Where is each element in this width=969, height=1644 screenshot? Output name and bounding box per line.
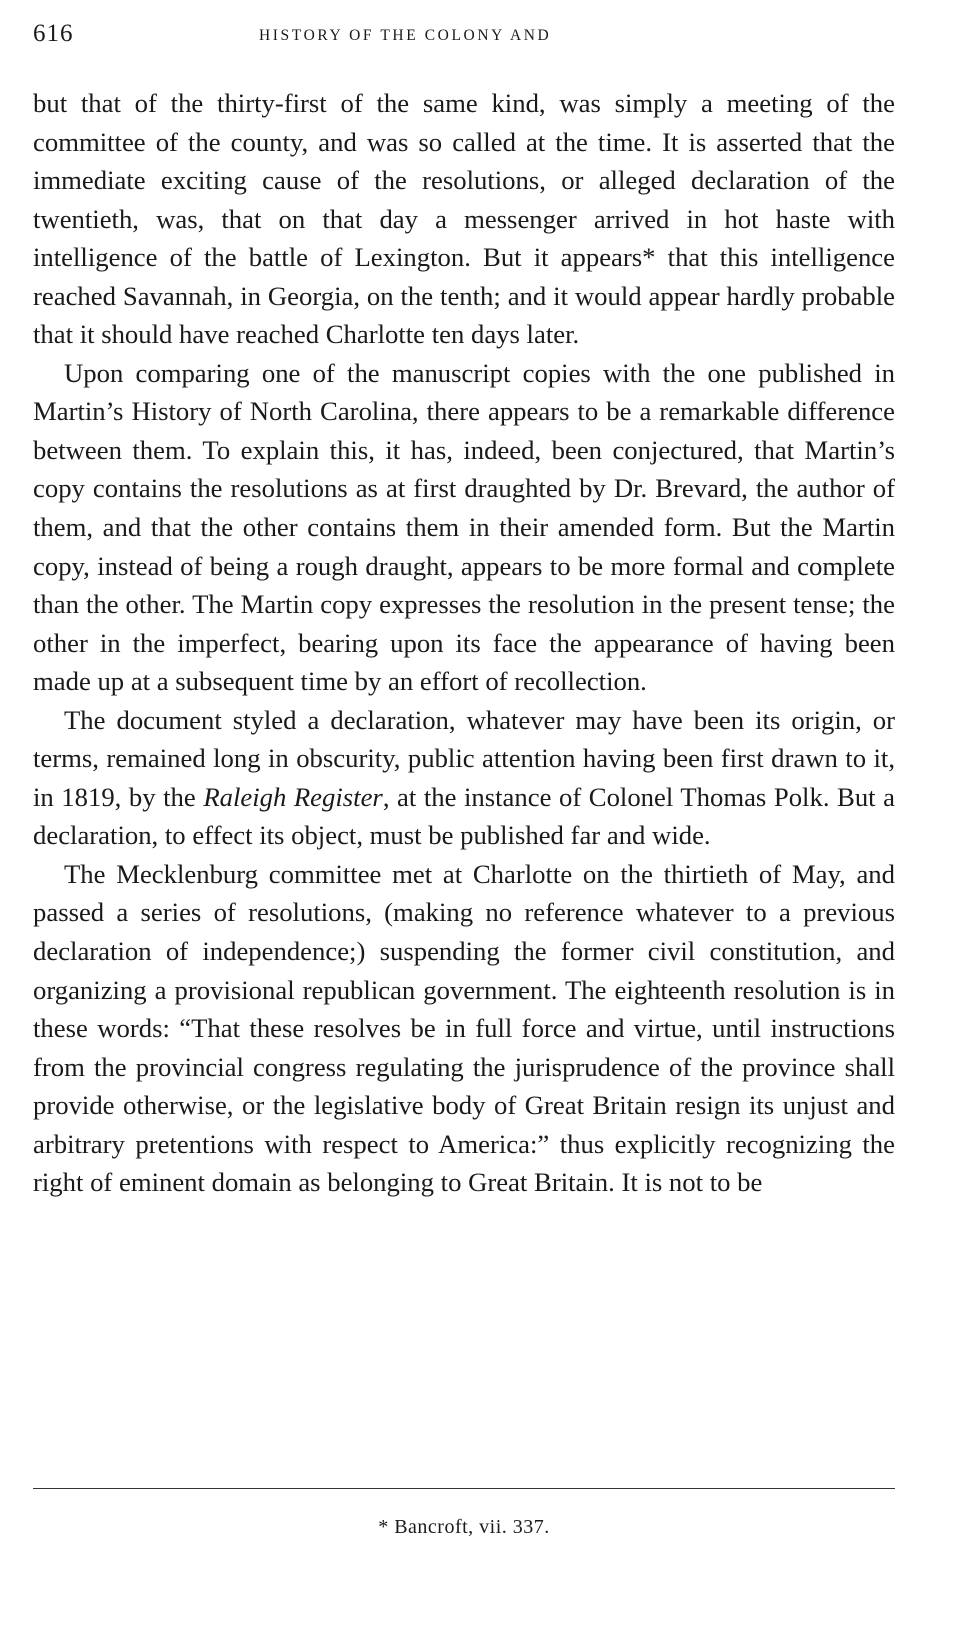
paragraph-1: but that of the thirty-first of the same kind, was simply a meeting of the committee of the county, and was so called at the time. It is asserted that the immediate exciting cause of the resolutions, or alleged declaration of the twentieth, was, that on that day a messenger arrived in hot haste with intelligence of the battle of Lexington. But it appears* that this intelligence reached Savannah, in Georgia, on the tenth; and it would appear hardly probable that it should have reached Charlotte ten days later. <box>33 88 895 350</box>
footnote-rule <box>33 1488 895 1489</box>
book-page <box>33 0 895 1644</box>
body-text <box>33 84 895 1202</box>
paragraph-4: The Mecklenburg committee met at Charlotte on the thirtieth of May, and passed a series of resolutions, (making no reference whatever to a previous declaration of independence;) suspending the former civil constitution, and organizing a provisional republican government. The eighteenth resolution is in these words: “That these resolves be in full force and virtue, until instructions from the provincial congress regulating the jurisprudence of the province shall provide otherwise, or the legislative body of Great Britain resign its unjust and arbitrary pretentions with respect to America:” thus explicitly recognizing the right of eminent domain as belonging to Great Britain. It is not to be <box>33 858 895 1198</box>
paragraph-3-text-end: , at the instance of Colonel Thomas Polk. But a declaration, to effect its object, must be published far and wide. <box>33 781 895 851</box>
running-head <box>33 20 895 54</box>
paragraph-2: Upon comparing one of the manuscript copies with the one published in Martin’s History of North Carolina, there appears to be a remarkable difference between them. To explain this, it has, indeed, been conjectured, that Martin’s copy contains the resolutions as at first draughted by Dr. Brevard, the author of them, and that the other contains them in their amended form. But the Martin copy, instead of being a rough draught, appears to be more formal and complete than the other. The Martin copy expresses the resolution in the present tense; the other in the imperfect, bearing upon its face the appearance of having been made up at a subsequent time by an effort of recollection. <box>33 357 895 697</box>
paragraph-3 <box>33 701 895 855</box>
footnote: * Bancroft, vii. 337. <box>378 1516 550 1538</box>
running-title: HISTORY OF THE COLONY AND <box>259 27 552 44</box>
paragraph-3-text-start: The document styled a declaration, whatever may have been its origin, or terms, remained long in obscurity, public attention having been first drawn to it, in 1819, by the <box>33 704 895 812</box>
newspaper-title: Raleigh Register <box>203 781 383 812</box>
page-number: 616 <box>33 20 74 47</box>
